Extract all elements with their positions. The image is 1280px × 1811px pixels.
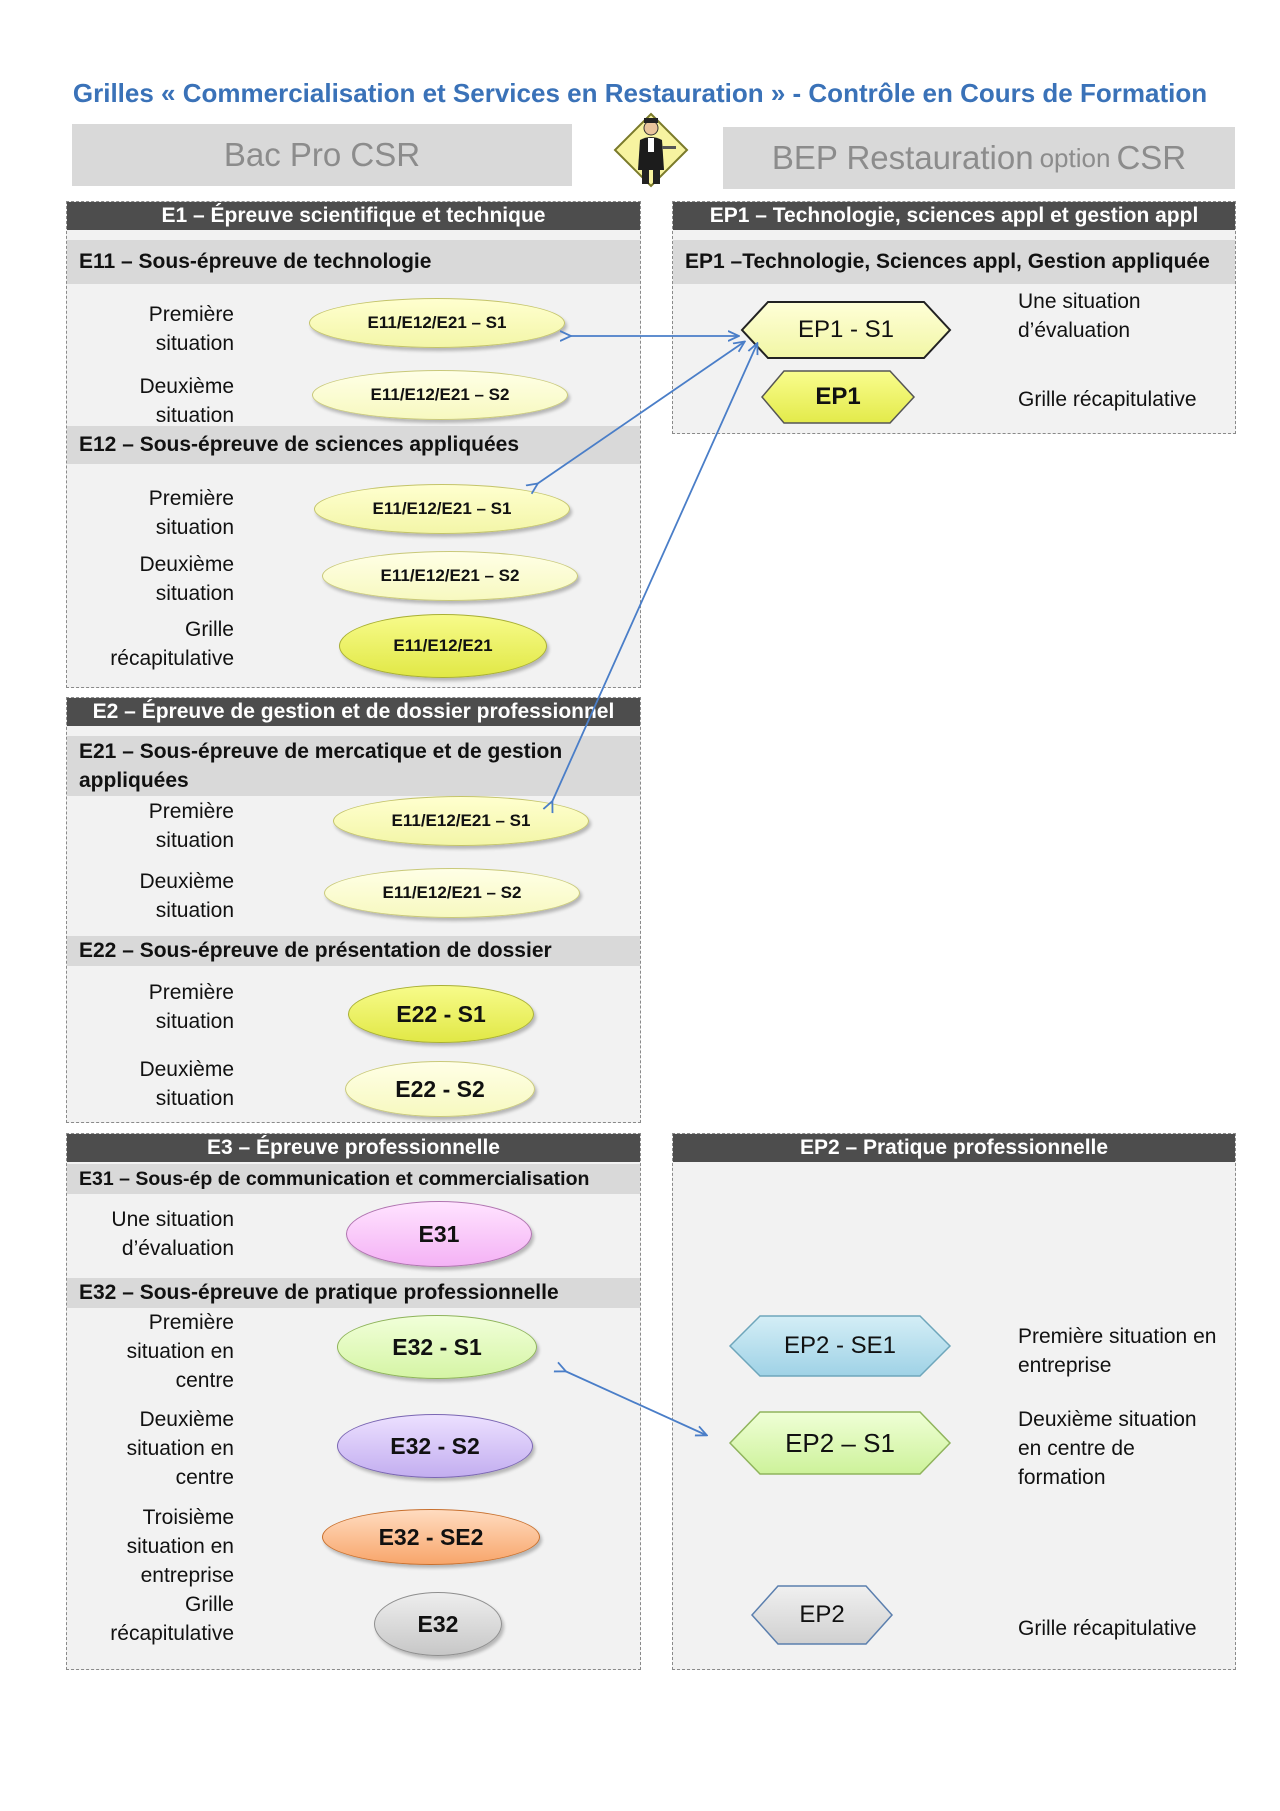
e2-header: E2 – Épreuve de gestion et de dossier professionnel [67, 698, 640, 726]
e22-r1-label: Première situation [148, 981, 234, 1033]
e32-title: E32 – Sous-épreuve de pratique professionnelle [67, 1278, 640, 1308]
ep1-s1-label: Une situation d’évaluation [1018, 290, 1141, 342]
e22-s2-ellipse[interactable]: E22 - S2 [345, 1061, 535, 1117]
e12-r2-label: Deuxième situation [139, 553, 234, 605]
arrow-e12-ep1 [537, 342, 744, 484]
e32-s2-ellipse[interactable]: E32 - S2 [337, 1414, 533, 1478]
ep2-s1-label: Deuxième situation en centre de formation [1018, 1408, 1197, 1489]
ep2-se1-text: EP2 - SE1 [783, 1332, 897, 1359]
e12-s1-ellipse[interactable]: E11/E12/E21 – S1 [314, 484, 570, 534]
ep1-grille-text: EP1 [815, 383, 861, 410]
e22-r2-label: Deuxième situation [139, 1058, 234, 1110]
ep2-s1-text: EP2 – S1 [785, 1427, 895, 1458]
e12-title: E12 – Sous-épreuve de sciences appliquées [67, 426, 640, 464]
e31-title: E31 – Sous-ép de communication et commercialisation [67, 1164, 640, 1194]
e32-s1-ellipse[interactable]: E32 - S1 [337, 1315, 537, 1379]
e11-r1-label: Première situation [148, 303, 234, 355]
e21-r2-label: Deuxième situation [139, 870, 234, 922]
e11-s1-ellipse[interactable]: E11/E12/E21 – S1 [309, 298, 565, 348]
e22-title: E22 – Sous-épreuve de présentation de dossier [67, 936, 640, 966]
page-title: Grilles « Commercialisation et Services en Restauration » - Contrôle en Cours de Formation [72, 78, 1208, 108]
e11-title: E11 – Sous-épreuve de technologie [67, 240, 640, 284]
e11-r2-label: Deuxième situation [139, 375, 234, 427]
e12-grille-ellipse[interactable]: E11/E12/E21 [339, 614, 547, 678]
e31-ellipse[interactable]: E31 [346, 1201, 532, 1267]
e31-r1-label: Une situation d’évaluation [111, 1208, 234, 1260]
e21-s2-ellipse[interactable]: E11/E12/E21 – S2 [324, 868, 580, 918]
e32-se2-ellipse[interactable]: E32 - SE2 [322, 1509, 540, 1565]
e32-r3-label: Troisième situation en entreprise [126, 1506, 234, 1587]
ep1-s1-text: EP1 - S1 [797, 316, 895, 343]
ep1-header: EP1 – Technologie, sciences appl et gestion appl [673, 202, 1235, 230]
e1-header: E1 – Épreuve scientifique et technique [67, 202, 640, 230]
e11-s2-ellipse[interactable]: E11/E12/E21 – S2 [312, 370, 568, 420]
e32-r1-label: Première situation en centre [126, 1311, 234, 1392]
arrow-e32-ep2 [565, 1371, 706, 1435]
e21-title: E21 – Sous-épreuve de mercatique et de gestion appliquées [67, 736, 640, 796]
e21-r1-label: Première situation [148, 800, 234, 852]
e12-r3-label: Grille récapitulative [110, 618, 234, 670]
ep1-sub-title: EP1 –Technologie, Sciences appl, Gestion appliquée [673, 240, 1235, 284]
arrow-e21-ep1 [552, 344, 757, 802]
e22-s1-ellipse[interactable]: E22 - S1 [348, 985, 534, 1043]
bep-banner-main: BEP Restauration [771, 139, 1034, 176]
e32-r2-label: Deuxième situation en centre [126, 1408, 234, 1489]
e3-header: E3 – Épreuve professionnelle [67, 1134, 640, 1162]
e32-r4-label: Grille récapitulative [110, 1593, 234, 1645]
ep2-header: EP2 – Pratique professionnelle [673, 1134, 1235, 1162]
e12-r1-label: Première situation [148, 487, 234, 539]
bep-banner-end: CSR [1116, 139, 1187, 176]
e21-s1-ellipse[interactable]: E11/E12/E21 – S1 [333, 796, 589, 846]
ep2-se1-label: Première situation en entreprise [1018, 1325, 1217, 1377]
e32-grille-ellipse[interactable]: E32 [374, 1592, 502, 1656]
bep-banner-small: option [1039, 142, 1111, 173]
ep1-grille-label: Grille récapitulative [1018, 388, 1197, 411]
e12-s2-ellipse[interactable]: E11/E12/E21 – S2 [322, 551, 578, 601]
ep2-grille-text: EP2 [799, 1601, 845, 1628]
ep2-grille-label: Grille récapitulative [1018, 1617, 1197, 1640]
bac-pro-banner: Bac Pro CSR [72, 124, 572, 186]
